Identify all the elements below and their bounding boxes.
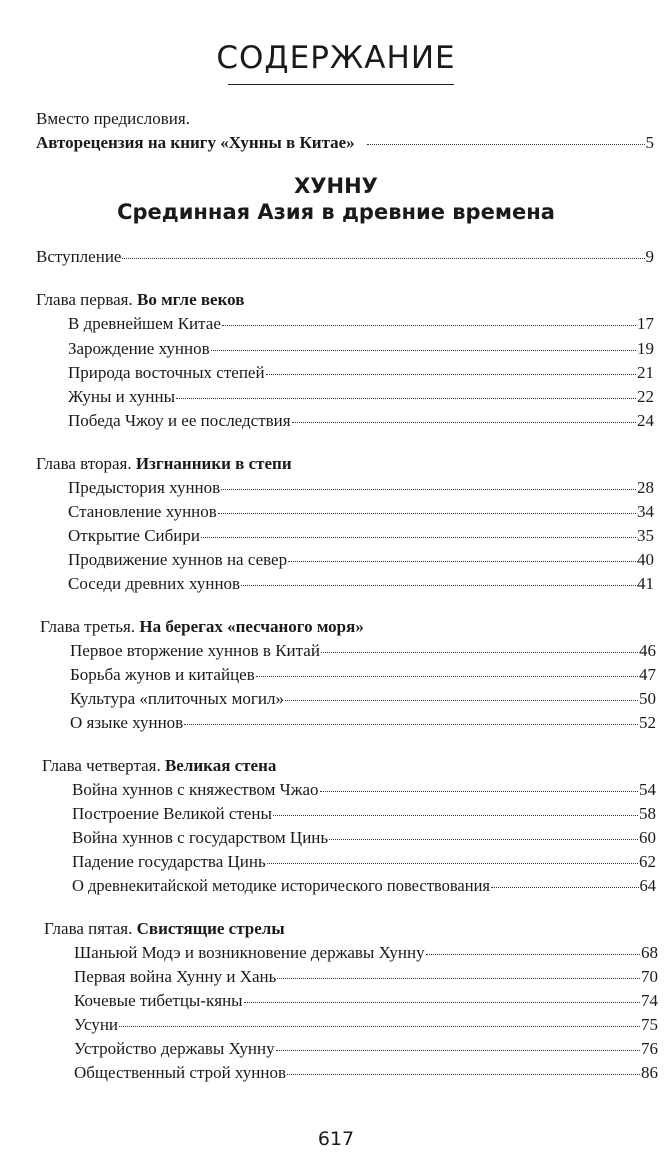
toc-entry[interactable] <box>68 525 654 547</box>
dot-leader <box>426 954 640 955</box>
toc-entry-label: В древнейшем Китае <box>68 314 221 333</box>
toc-entry-page: 47 <box>639 665 656 684</box>
toc-entry-label: Первая война Хунну и Хань <box>74 967 277 986</box>
chapter-heading <box>36 289 244 311</box>
chapter-prefix: Глава четвертая. <box>42 756 161 775</box>
toc-entry[interactable] <box>74 966 658 988</box>
toc-entry-label: Соседи древних хуннов <box>68 574 241 593</box>
toc-entry[interactable] <box>68 386 654 408</box>
toc-entry[interactable] <box>72 803 656 825</box>
page-number: 617 <box>317 1128 355 1150</box>
toc-entry[interactable] <box>72 827 656 849</box>
toc-entry-page: 50 <box>639 689 656 708</box>
toc-entry-label: Первое вторжение хуннов в Китай <box>70 641 320 660</box>
toc-entry-page: 17 <box>637 314 654 333</box>
toc-entry-label: Усуни <box>74 1015 119 1034</box>
toc-entry[interactable] <box>70 688 656 710</box>
toc-entry-label: Война хуннов с государством Цинь <box>72 828 329 847</box>
toc-entry[interactable] <box>68 501 654 523</box>
toc-entry-label: Победа Чжоу и ее последствия <box>68 411 291 430</box>
toc-entry-label: Шаньюй Модэ и возникновение державы Хунну <box>74 943 425 962</box>
dot-leader <box>256 676 638 677</box>
toc-entry-page: 74 <box>641 991 658 1010</box>
toc-entry[interactable] <box>68 338 654 360</box>
dot-leader <box>321 652 638 653</box>
toc-entry[interactable] <box>68 362 654 384</box>
chapter-heading <box>36 453 292 475</box>
toc-entry[interactable] <box>68 477 654 499</box>
toc-entry-label: Кочевые тибетцы-кяны <box>74 991 243 1010</box>
title-underline <box>228 84 454 85</box>
dot-leader <box>184 724 638 725</box>
toc-entry-label: Война хуннов с княжеством Чжао <box>72 780 319 799</box>
toc-entry-page: 52 <box>639 713 656 732</box>
toc-entry[interactable] <box>74 990 658 1012</box>
part-subtitle: Срединная Азия в древние времена <box>117 200 555 224</box>
chapter-prefix: Глава третья. <box>40 617 136 636</box>
toc-entry[interactable] <box>70 712 656 734</box>
dot-leader <box>320 791 638 792</box>
toc-entry-page: 35 <box>637 526 654 545</box>
toc-entry[interactable] <box>68 549 654 571</box>
dot-leader <box>244 1002 640 1003</box>
chapter-name: На берегах «песчаного моря» <box>139 617 364 636</box>
dot-leader <box>211 350 636 351</box>
toc-entry-label: Природа восточных степей <box>68 363 265 382</box>
dot-leader <box>285 700 638 701</box>
toc-entry-page: 46 <box>639 641 656 660</box>
chapter-name: Свистящие стрелы <box>136 919 285 938</box>
toc-entry-page: 28 <box>637 478 654 497</box>
toc-entry[interactable] <box>68 573 654 595</box>
dot-leader <box>222 325 636 326</box>
dot-leader <box>241 585 636 586</box>
chapter-prefix: Глава первая. <box>36 290 133 309</box>
dot-leader <box>277 978 640 979</box>
toc-entry[interactable] <box>70 640 656 662</box>
toc-entry-label: Построение Великой стены <box>72 804 272 823</box>
dot-leader <box>292 422 636 423</box>
dot-leader <box>329 839 638 840</box>
toc-entry-page: 34 <box>637 502 654 521</box>
toc-entry-page: 75 <box>641 1015 658 1034</box>
toc-entry-label: Вступление <box>36 247 122 266</box>
toc-entry-page: 62 <box>639 852 656 871</box>
toc-entry-page: 58 <box>639 804 656 823</box>
toc-entry-preface[interactable] <box>36 132 654 154</box>
dot-leader <box>367 144 645 145</box>
toc-entry-label: Зарождение хуннов <box>68 339 210 358</box>
toc-entry-label: Открытие Сибири <box>68 526 200 545</box>
toc-entry[interactable] <box>68 313 654 335</box>
toc-entry-page: 24 <box>637 411 654 430</box>
toc-entry-page: 76 <box>641 1039 658 1058</box>
chapter-prefix: Глава пятая. <box>44 919 133 938</box>
dot-leader <box>176 398 636 399</box>
toc-entry-intro[interactable] <box>36 246 654 268</box>
toc-entry-page: 5 <box>645 133 654 152</box>
toc-entry[interactable] <box>70 664 656 686</box>
toc-entry-label: О языке хуннов <box>70 713 184 732</box>
dot-leader <box>221 489 636 490</box>
toc-entry-page: 60 <box>639 828 656 847</box>
dot-leader <box>119 1026 640 1027</box>
toc-entry-page: 64 <box>639 876 656 895</box>
toc-entry-page: 40 <box>637 550 654 569</box>
toc-entry-label: Общественный строй хуннов <box>74 1063 287 1082</box>
toc-entry-page: 68 <box>641 943 658 962</box>
dot-leader <box>273 815 638 816</box>
chapter-heading <box>40 616 364 638</box>
part-title: ХУННУ <box>294 174 378 198</box>
toc-entry[interactable] <box>72 875 656 897</box>
dot-leader <box>218 513 636 514</box>
chapter-name: Великая стена <box>164 756 277 775</box>
dot-leader <box>491 887 639 888</box>
toc-entry-page: 9 <box>645 247 654 266</box>
chapter-prefix: Глава вторая. <box>36 454 132 473</box>
toc-entry-label: Борьба жунов и китайцев <box>70 665 255 684</box>
toc-entry-page: 19 <box>637 339 654 358</box>
toc-entry-label: Устройство державы Хунну <box>74 1039 275 1058</box>
preface-line1: Вместо предисловия. <box>36 109 190 128</box>
toc-entry-page: 41 <box>637 574 654 593</box>
dot-leader <box>122 258 644 259</box>
dot-leader <box>288 561 636 562</box>
toc-entry-label: Авторецензия на книгу «Хунны в Китае» <box>36 133 355 152</box>
page-title: СОДЕРЖАНИЕ <box>216 40 456 76</box>
chapter-heading <box>44 918 285 940</box>
dot-leader <box>287 1074 640 1075</box>
dot-leader <box>276 1050 640 1051</box>
toc-entry-page: 70 <box>641 967 658 986</box>
toc-entry-label: Падение государства Цинь <box>72 852 266 871</box>
toc-entry-page: 54 <box>639 780 656 799</box>
toc-entry[interactable] <box>74 942 658 964</box>
toc-entry-page: 22 <box>637 387 654 406</box>
toc-entry-page: 21 <box>637 363 654 382</box>
chapter-name: Во мгле веков <box>137 290 245 309</box>
toc-entry[interactable] <box>74 1062 658 1084</box>
toc-entry-label: О древнекитайской методике исторического повествования <box>72 876 490 895</box>
chapter-name: Изгнанники в степи <box>135 454 292 473</box>
dot-leader <box>267 863 638 864</box>
toc-entry-label: Становление хуннов <box>68 502 217 521</box>
chapter-heading <box>42 755 276 777</box>
toc-entry-label: Культура «плиточных могил» <box>70 689 284 708</box>
toc-entry[interactable] <box>72 779 656 801</box>
toc-entry[interactable] <box>74 1014 658 1036</box>
toc-entry-label: Жуны и хунны <box>68 387 175 406</box>
dot-leader <box>201 537 636 538</box>
toc-entry-label: Продвижение хуннов на север <box>68 550 288 569</box>
toc-entry[interactable] <box>74 1038 658 1060</box>
dot-leader <box>266 374 636 375</box>
toc-entry[interactable] <box>72 851 656 873</box>
toc-entry-label: Предыстория хуннов <box>68 478 221 497</box>
toc-entry-page: 86 <box>641 1063 658 1082</box>
toc-entry[interactable] <box>68 410 654 432</box>
